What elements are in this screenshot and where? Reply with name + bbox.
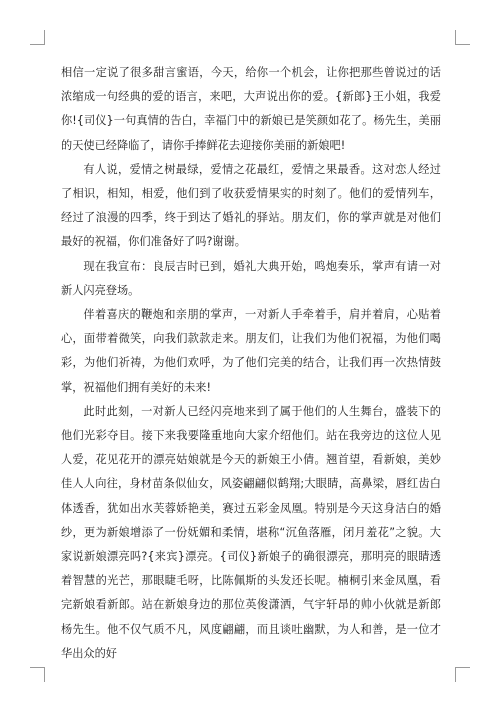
paragraph: 有人说，爱情之树最绿，爱情之花最红，爱情之果最香。这对恋人经过了相识，相知，相爱，他们到了收获爱情果实的时刻了。他们的爱情列车，经过了浪漫的四季，终于到达了婚礼的驿站。朋友们，你的掌声就是对他们最好的祝福，你们准备好了吗?谢谢。	[61, 162, 441, 249]
paragraph: 相信一定说了很多甜言蜜语，今天，给你一个机会，让你把那些曾说过的话浓缩成一句经典的爱的语言，来吧，大声说出你的爱。{新郎}王小姐，我爱你!{司仪}一句真情的告白，幸福门中的新娘已是笑颜如花了。杨先生，美丽的天使已经降临了，请你手捧鲜花去迎接你美丽的新娘吧!	[61, 66, 441, 152]
paragraph: 伴着喜庆的鞭炮和亲朋的掌声，一对新人手牵着手，肩并着肩，心贴着心，面带着微笑，向我们款款走来。朋友们，让我们为他们祝福，为他们喝彩，为他们祈祷，为他们欢呼，为了他们完美的结合，让我们再一次热情鼓掌，祝福他们拥有美好的未来!	[61, 308, 441, 394]
crop-mark-top-right	[455, 30, 470, 45]
paragraph: 现在我宣布：良辰吉时已到，婚礼大典开始，鸣炮奏乐，掌声有请一对新人闪亮登场。	[61, 259, 441, 297]
crop-mark-top-left	[30, 30, 45, 45]
document-body	[61, 61, 441, 666]
crop-mark-bottom-left	[30, 667, 45, 682]
paragraph: 此时此刻，一对新人已经闪亮地来到了属于他们的人生舞台，盛装下的他们光彩夺目。接下来我要隆重地向大家介绍他们。站在我旁边的这位人见人爱，花见花开的漂亮姑娘就是今天的新娘王小倩。翘首望，看新娘，美妙佳人人向往，身材苗条似仙女，风姿翩翩似鹤翔;大眼睛，高鼻梁，唇红齿白体透香，犹如出水芙蓉娇艳美，赛过五彩金凤凰。特别是今天这身洁白的婚纱，更为新娘增添了一份妩媚和柔情，堪称“沉鱼落雁，闭月羞花”之貌。大家说新娘漂亮吗?{来宾}漂亮。{司仪}新娘子的确很漂亮，那明亮的眼睛透着智慧的光芒，那眼睫毛呀，比陈佩斯的头发还长呢。楠桐引来金凤凰，看完新娘看新郎。站在新娘身边的那位英俊潇洒，气宇轩昂的帅小伙就是新郎杨先生。他不仅气质不凡，风度翩翩，而且谈吐幽默，为人和善，是一位才华出众的好	[61, 404, 441, 660]
crop-mark-bottom-right	[455, 667, 470, 682]
